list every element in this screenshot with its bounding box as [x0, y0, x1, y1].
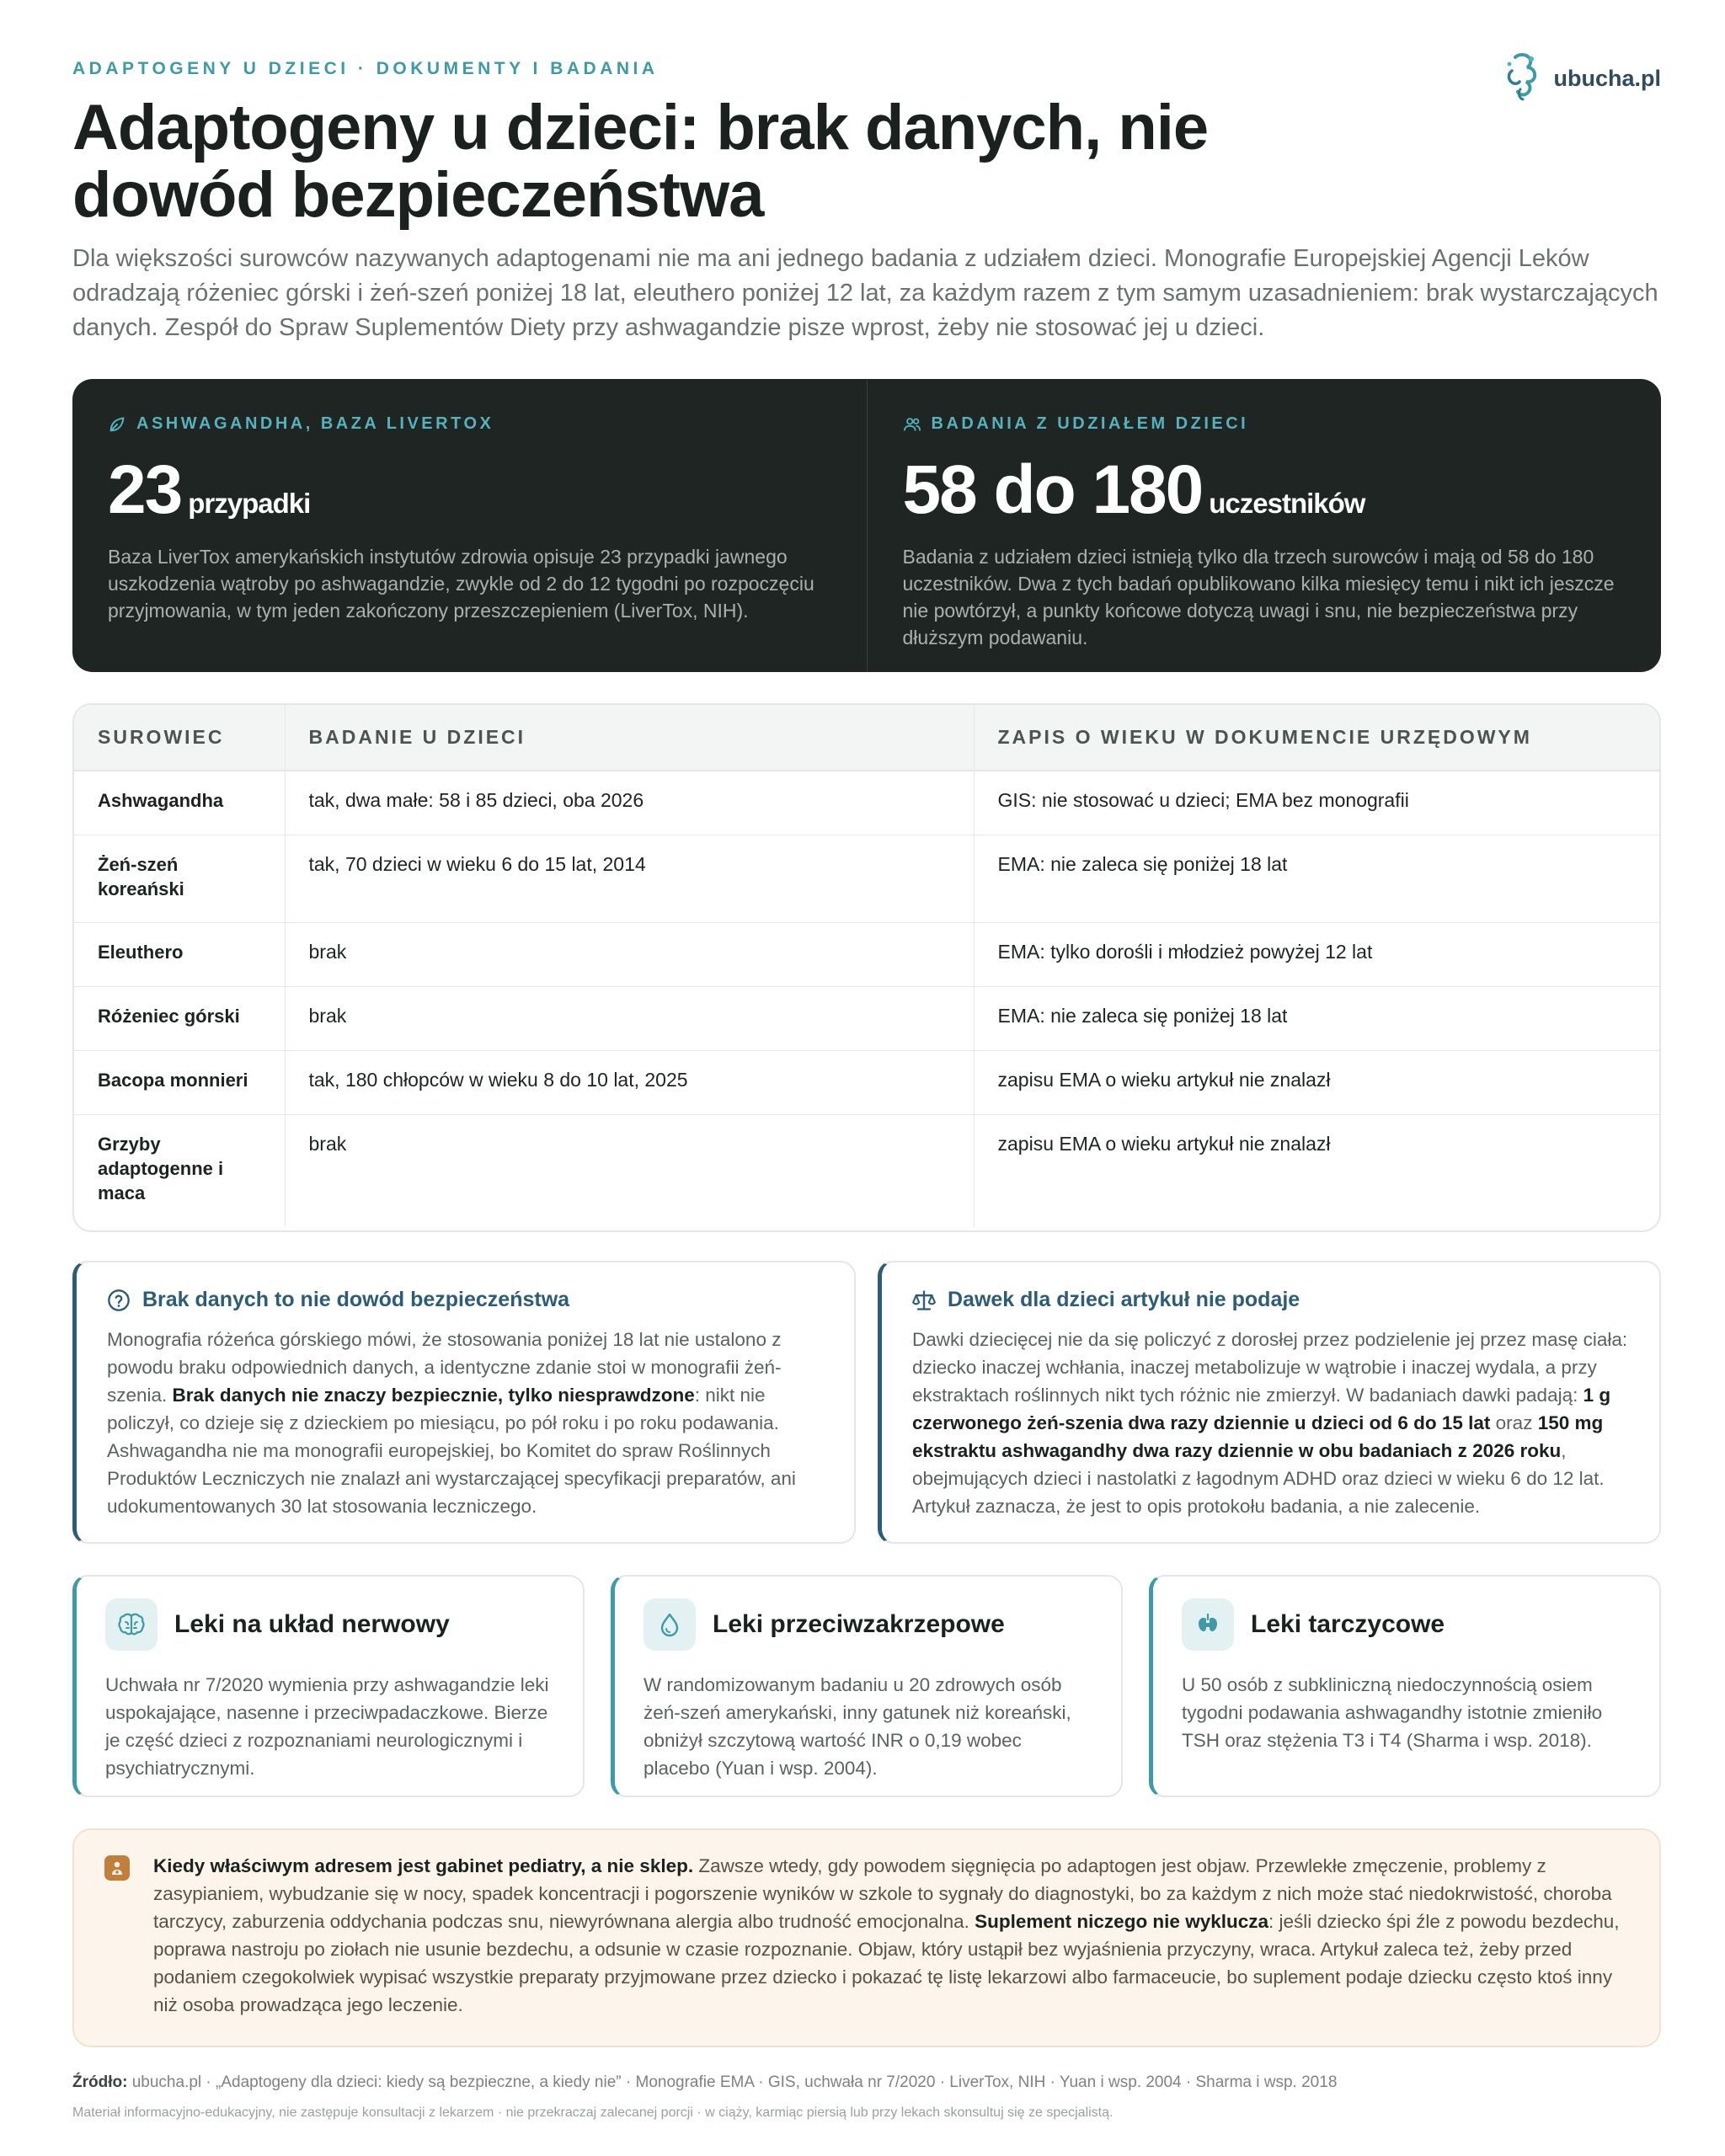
table-row	[74, 922, 1659, 986]
table-row	[74, 835, 1659, 922]
card-nervous-system-drugs	[72, 1575, 585, 1797]
table-cell: zapisu EMA o wieku artykuł nie znalazł	[974, 1114, 1659, 1227]
lead-paragraph: Dla większości surowców nazywanych adaptogenami nie ma ani jednego badania z udziałem dzieci. Monografie Europejskiej Agencji Leków odradzają różeniec górski i żeń-szeń poniżej 18 lat, eleuthero poniżej 12 lat, za każdym razem z tym samym uzasadnieniem: brak wystarczających danych. Zespół do Spraw Suplementów Diety przy ashwagandzie pisze wprost, żeby nie stosować jej u dzieci.	[72, 245, 1658, 341]
kicker: ADAPTOGENY U DZIECI · DOKUMENTY I BADANIA	[72, 59, 659, 78]
source-line: Źródło: ubucha.pl · „Adaptogeny dla dzieci: kiedy są bezpieczne, a kiedy nie” · Monografie EMA · GIS, uchwała nr 7/2020 · LiverTox, NIH · Yuan i wsp. 2004 · Sharma i wsp. 2018	[72, 2073, 1338, 2091]
table-cell: Grzyby adaptogenne i maca	[74, 1114, 285, 1227]
doctor-icon	[104, 1855, 130, 1881]
table-cell: EMA: tylko dorośli i młodzież powyżej 12 lat	[974, 922, 1659, 986]
leaf-icon	[108, 415, 126, 434]
table-cell: Żeń-szeń koreański	[74, 835, 285, 922]
column-header: BADANIE U DZIECI	[285, 705, 974, 771]
pediatrician-note	[72, 1828, 1661, 2047]
card-title: Leki na układ nerwowy	[174, 1610, 450, 1638]
stat-children-studies	[867, 379, 1662, 672]
table-row	[74, 1050, 1659, 1114]
info-box-title: Brak danych to nie dowód bezpieczeństwa	[107, 1288, 824, 1312]
kombucha-logo-icon	[1503, 52, 1542, 104]
table-cell: tak, dwa małe: 58 i 85 dzieci, oba 2026	[285, 771, 974, 835]
column-header: ZAPIS O WIEKU W DOKUMENCIE URZĘDOWYM	[974, 705, 1659, 771]
page-title: Adaptogeny u dzieci: brak danych, nie dowód bezpieczeństwa	[72, 92, 1209, 231]
table-cell: brak	[285, 922, 974, 986]
question-icon	[107, 1289, 131, 1312]
info-box-body: Monografia różeńca górskiego mówi, że stosowania poniżej 18 lat nie ustalono z powodu braku odpowiednich danych, a identyczne zdanie stoi w monografii żeń-szenia. Brak danych nie znaczy bezpiecznie, tylko niesprawdzone: nikt nie policzył, co dzieje się z dzieckiem po miesiącu, po pół roku i po roku podawania. Ashwagandha nie ma monografii europejskiej, bo Komitet do spraw Roślinnych Produktów Leczniczych nie znalazł ani wystarczającej specyfikacji preparatów, ani udokumentowanych 30 lat stosowania leczniczego.	[107, 1329, 796, 1517]
table-cell: Eleuthero	[74, 922, 285, 986]
stats-panel	[72, 379, 1661, 672]
people-icon	[903, 415, 921, 434]
card-body: U 50 osób z subkliniczną niedoczynnością osiem tygodni podawania ashwagandhy istotnie zmieniło TSH oraz stężenia T3 i T4 (Sharma i wsp. 2018).	[1182, 1674, 1603, 1751]
stat-description: Baza LiverTox amerykańskich instytutów zdrowia opisuje 23 przypadki jawnego uszkodzenia wątroby po ashwagandzie, zwykle od 2 do 12 tygodni po rozpoczęciu przyjmowania, w tym jeden zakończony przeszczepieniem (LiverTox, NIH).	[108, 546, 814, 622]
table-row	[74, 986, 1659, 1050]
stat-livertox	[72, 379, 867, 672]
table-cell: tak, 180 chłopców w wieku 8 do 10 lat, 2025	[285, 1050, 974, 1114]
stat-label: ASHWAGANDHA, BAZA LIVERTOX	[108, 414, 831, 434]
brain-icon	[105, 1598, 158, 1651]
card-body: W randomizowanym badaniu u 20 zdrowych osób żeń-szeń amerykański, inny gatunek niż koreański, obniżył szczytową wartość INR o 0,19 wobec placebo (Yuan i wsp. 2004).	[644, 1674, 1071, 1779]
table-cell: Bacopa monnieri	[74, 1050, 285, 1114]
note-text: Kiedy właściwym adresem jest gabinet pediatry, a nie sklep. Zawsze wtedy, gdy powodem sięgnięcia po adaptogen jest objaw. Przewlekłe zmęczenie, problemy z zasypianiem, wybudzanie się w nocy, spadek koncentracji i pogorszenie wyników w szkole to sygnały do diagnostyki, bo za każdym z nich może stać niedokrwistość, choroba tarczycy, zaburzenia oddychania podczas snu, niewyrównana alergia albo trudność emocjonalna. Suplement niczego nie wyklucza: jeśli dziecko śpi źle z powodu bezdechu, poprawa nastroju po ziołach nie usunie bezdechu, a odsunie w czasie rozpoznanie. Objaw, który ustąpił bez wyjaśnienia przyczyny, wraca. Artykuł zaleca też, żeby przed podaniem czegokolwiek wypisać wszystkie preparaty przyjmowane przez dziecko i pokazać tę listę lekarzowi albo farmaceucie, bo suplement podaje dziecku często ktoś inny niż osoba prowadząca jego leczenie.	[153, 1855, 1620, 2015]
table-row	[74, 1114, 1659, 1227]
table-cell: tak, 70 dzieci w wieku 6 do 15 lat, 2014	[285, 835, 974, 922]
column-header: SUROWIEC	[74, 705, 285, 771]
card-body: Uchwała nr 7/2020 wymienia przy ashwagandzie leki uspokajające, nasenne i przeciwpadaczkowe. Bierze je część dzieci z rozpoznaniami neurologicznymi i psychiatrycznymi.	[105, 1674, 549, 1779]
brand[interactable]	[1503, 52, 1662, 104]
raw-materials-table	[72, 703, 1661, 1232]
card-title: Leki przeciwzakrzepowe	[713, 1610, 1005, 1638]
info-box-title: Dawek dla dzieci artykuł nie podaje	[912, 1288, 1629, 1312]
card-anticoagulants	[611, 1575, 1123, 1797]
table-cell: EMA: nie zaleca się poniżej 18 lat	[974, 835, 1659, 922]
brand-name: ubucha.pl	[1553, 65, 1661, 91]
table-row	[74, 771, 1659, 835]
thyroid-icon	[1182, 1598, 1234, 1651]
scales-icon	[912, 1289, 936, 1312]
stat-value: 58 do 180 uczestników	[902, 451, 1365, 528]
table-cell: Ashwagandha	[98, 790, 224, 811]
stat-description: Badania z udziałem dzieci istnieją tylko dla trzech surowców i mają od 58 do 180 uczestników. Dwa z tych badań opublikowano kilka miesięcy temu i nikt ich jeszcze nie powtórzył, a punkty końcowe dotyczą uwagi i snu, nie bezpieczeństwa przy dłuższym podawaniu.	[902, 546, 1615, 648]
table-header-row	[74, 705, 1659, 771]
disclaimer: Materiał informacyjno-edukacyjny, nie zastępuje konsultacji z lekarzem · nie przekraczaj zalecanej porcji · w ciąży, karmiąc piersią lub przy lekach skonsultuj się ze specjalistą.	[72, 2105, 1114, 2120]
info-box-dosage	[878, 1261, 1661, 1544]
stat-value: 23 przypadki	[108, 451, 311, 528]
table-cell: EMA: nie zaleca się poniżej 18 lat	[974, 986, 1659, 1050]
stat-label: BADANIA Z UDZIAŁEM DZIECI	[903, 414, 1626, 434]
info-box-no-data	[72, 1261, 856, 1544]
table-cell: brak	[285, 986, 974, 1050]
table-cell: brak	[285, 1114, 974, 1227]
droplet-icon	[644, 1598, 696, 1651]
card-thyroid-drugs	[1149, 1575, 1661, 1797]
table-cell: Różeniec górski	[74, 986, 285, 1050]
card-title: Leki tarczycowe	[1251, 1610, 1445, 1638]
table-cell: GIS: nie stosować u dzieci; EMA bez monografii	[974, 771, 1659, 835]
table-cell: zapisu EMA o wieku artykuł nie znalazł	[974, 1050, 1659, 1114]
info-box-body: Dawki dziecięcej nie da się policzyć z dorosłej przez podzielenie jej przez masę ciała: dziecko inaczej wchłania, inaczej metabolizuje w wątrobie i inaczej wydala, a przy ekstraktach roślinnych nikt tych różnic nie zmierzył. W badaniach dawki padają: 1 g czerwonego żeń-szenia dwa razy dziennie u dzieci od 6 do 15 lat oraz 150 mg ekstraktu ashwagandhy dwa razy dziennie w obu badaniach z 2026 roku, obejmujących dzieci i nastolatki z łagodnym ADHD oraz dzieci w wieku 6 do 12 lat. Artykuł zaznacza, że jest to opis protokołu badania, a nie zalecenie.	[912, 1329, 1628, 1517]
